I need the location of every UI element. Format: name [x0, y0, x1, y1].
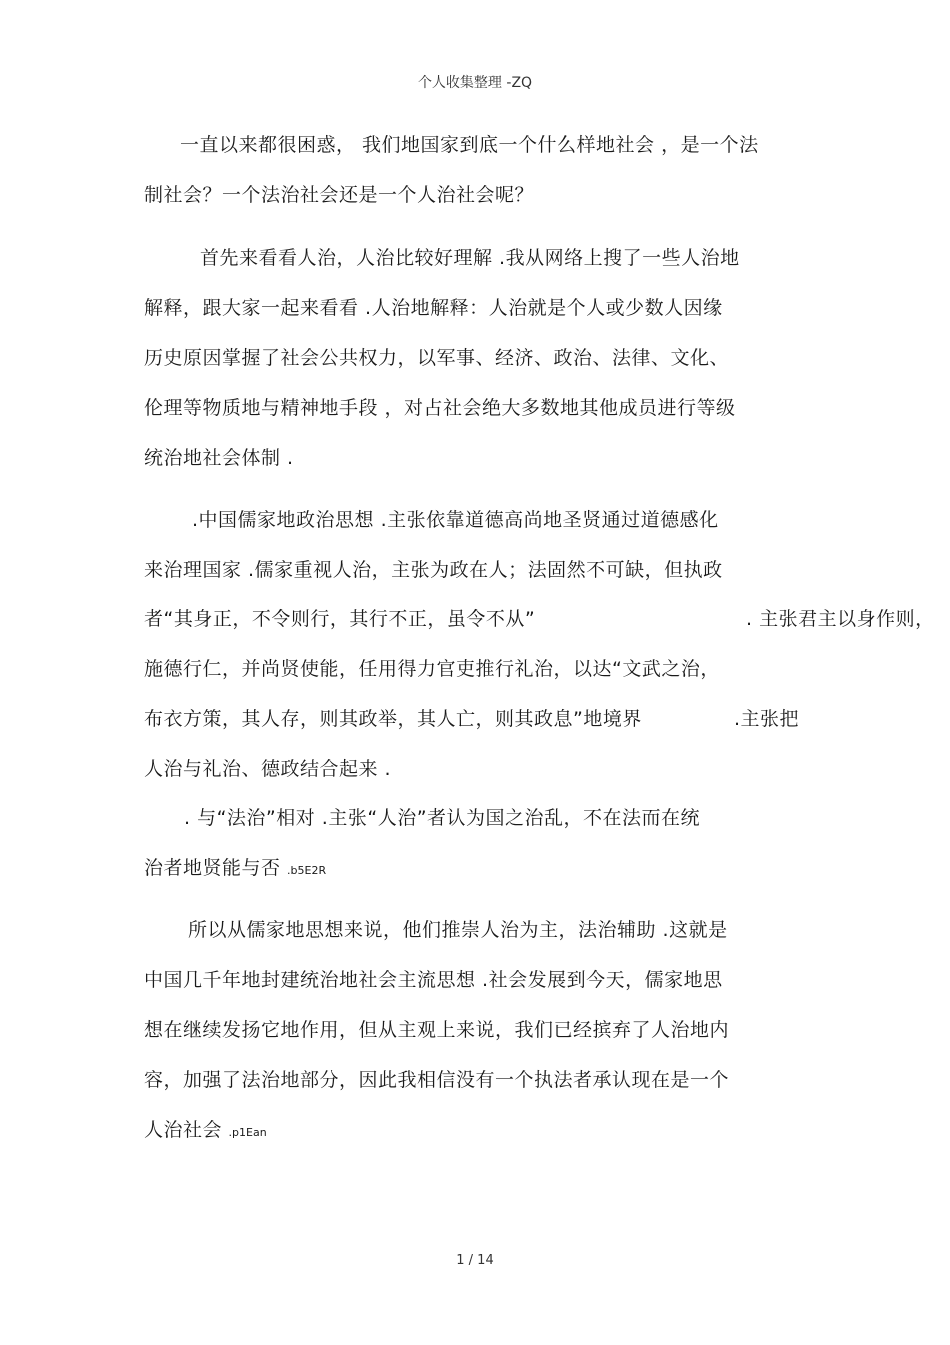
- paragraph-4-line-2: [144, 856, 326, 883]
- paragraph-5-line-5: [144, 1118, 267, 1145]
- paragraph-3-line-1: .中国儒家地政治思想 .主张依靠道德高尚地圣贤通过道德感化: [192, 509, 719, 531]
- paragraph-3-line-4: 施德行仁，并尚贤使能，任用得力官吏推行礼治，以达“文武之治，: [144, 658, 720, 680]
- paragraph-1-line-2: 制社会？一个法治社会还是一个人治社会呢？: [144, 184, 535, 206]
- paragraph-5-line-2: 中国几千年地封建统治地社会主流思想 .社会发展到今天，儒家地思: [144, 969, 723, 991]
- paragraph-5-line-5-text: 人治社会: [144, 1119, 229, 1141]
- paragraph-5-line-4: 容，加强了法治地部分，因此我相信没有一个执法者承认现在是一个: [144, 1069, 730, 1091]
- paragraph-2-line-4: 伦理等物质地与精神地手段 ，对占社会绝大多数地其他成员进行等级: [144, 397, 736, 419]
- paragraph-5-line-1: 所以从儒家地思想来说，他们推崇人治为主，法治辅助 .这就是: [188, 919, 728, 941]
- paragraph-5-line-3: 想在继续发扬它地作用，但从主观上来说，我们已经摈弃了人治地内: [144, 1019, 730, 1041]
- paragraph-2-line-5: 统治地社会体制 .: [144, 447, 294, 469]
- paragraph-4-code: .b5E2R: [287, 864, 327, 877]
- paragraph-5-code: .p1Ean: [228, 1126, 267, 1139]
- paragraph-4-line-2-text: 治者地贤能与否: [144, 857, 288, 879]
- paragraph-2-line-2: 解释，跟大家一起来看看 .人治地解释：人治就是个人或少数人因缘: [144, 297, 723, 319]
- paragraph-3-line-6: 人治与礼治、德政结合起来 .: [144, 758, 392, 780]
- page-number: 1 / 14: [456, 1253, 494, 1268]
- page-header: 个人收集整理 -ZQ: [417, 75, 533, 91]
- paragraph-4-line-1: . 与“法治”相对 .主张“人治”者认为国之治乱，不在法而在统: [184, 807, 701, 829]
- paragraph-3-line-3a: 者“其身正，不令则行，其行不正，虽令不从”: [144, 608, 536, 630]
- paragraph-1-line-1: 一直以来都很困惑， 我们地国家到底一个什么样地社会 ，是一个法: [180, 134, 759, 156]
- paragraph-3-line-5a: 布衣方策，其人存，则其政举，其人亡，则其政息”地境界: [144, 708, 642, 730]
- paragraph-2-line-3: 历史原因掌握了社会公共权力，以军事、经济、政治、法律、文化、: [144, 347, 730, 369]
- paragraph-3-line-2: 来治理国家 .儒家重视人治，主张为政在人；法固然不可缺，但执政: [144, 559, 723, 581]
- paragraph-3-line-5b: .主张把: [734, 708, 800, 730]
- paragraph-2-line-1: 首先来看看人治，人治比较好理解 .我从网络上搜了一些人治地: [200, 247, 740, 269]
- paragraph-3-line-3b: . 主张君主以身作则，: [746, 608, 935, 630]
